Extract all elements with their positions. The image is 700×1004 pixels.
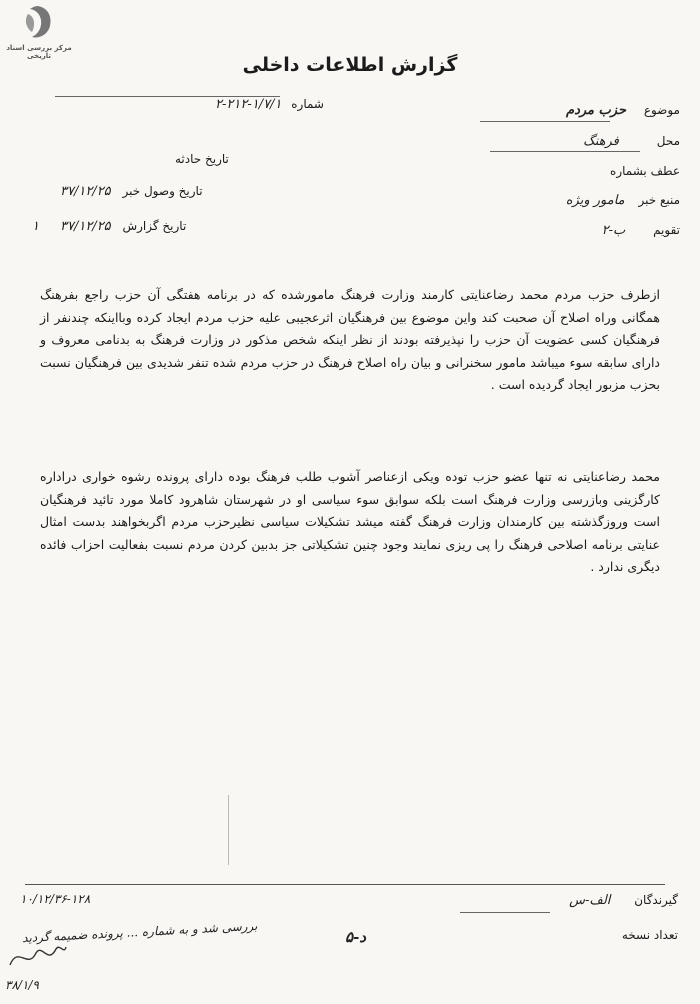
shomare-value: ۲-۲۱۲-۱/۷/۱ [215, 97, 282, 112]
tarikh-gozaresh-value: ۳۷/۱۲/۲۵ [60, 219, 111, 234]
mahal-underline [490, 151, 640, 152]
handwritten-note-2: بررسی شد و به شماره ... پرونده ضمیمه گردید [21, 918, 258, 946]
tarikh-vosul-label: تاریخ وصول خبر [122, 184, 203, 198]
body-paragraph-2: محمد رضاعنایتی نه تنها عضو حزب توده ویکی ازعناصر آشوب طلب فرهنگ بوده دارای پرونده رشوه خواری دراداره کارگزینی وبازرسی وزارت فرهنگ است بلکه سوابق سوء سیاسی او در شهرستان شاهرود کاملا مورد تائید فرهنگیان است وروزگذشته بین کارمندان وزارت فرهنگ گفته میشد تشکیلات سیاسی نظیرحزب مردم اگربخواهند بدست امثال عنایتی برنامه اصلاحی فرهنگ را پی ریزی نمایند وجود چنین تشکیلاتی جز بدبین کردن مردم نسبت بفعالیت احزاب فائده دیگری ندارد . [40, 469, 660, 574]
mozu-row [566, 103, 680, 118]
mozu-underline [480, 121, 610, 122]
footer-divider [25, 884, 665, 885]
atf-label: عطف بشماره [610, 164, 680, 178]
atf-row [610, 164, 680, 178]
tarikh-vosul-value: ۳۷/۱۲/۲۵ [60, 184, 111, 199]
girandegan-underline [460, 912, 550, 913]
handwritten-note-1: ۱۰/۱۲/۳۶-۱۲۸ [20, 892, 91, 906]
signature-scribble-icon [8, 935, 68, 975]
girandegan-row [569, 893, 678, 908]
taghyim-row [602, 223, 680, 238]
taghyim-value: ب-۲ [601, 223, 626, 238]
tarikh-hadese-label: تاریخ حادثه [175, 152, 229, 166]
manba-label: منبع خبر [638, 193, 680, 207]
archive-emblem-icon [22, 4, 54, 42]
shomare-underline [55, 96, 280, 97]
stray-mark [228, 795, 229, 865]
tarikh-gozaresh-row [60, 219, 186, 234]
document-code: د-۵ [345, 928, 366, 946]
shomare-row [215, 97, 324, 112]
manba-row [566, 193, 680, 208]
tarikh-gozaresh-label: تاریخ گزارش [122, 219, 187, 233]
taghyim-label: تقویم [653, 223, 680, 237]
shomare-label: شماره [291, 97, 324, 111]
mozu-label: موضوع [643, 103, 680, 117]
mahal-row [583, 134, 680, 149]
tedad-row [622, 928, 678, 942]
tarikh-vosul-row [60, 184, 203, 199]
body-paragraph-1: ازطرف حزب مردم محمد رضاعنایتی کارمند وزارت فرهنگ مامورشده که در برنامه هفتگی آن حزب راجع بفرهنگ همگانی وراه اصلاح آن صحبت کند واین موضوع بین فرهنگیان اثرعجیبی علیه حزب مردم ایجاد کرده وبااینکه چندنفر از فرهنگیان کسی عضویت آن حزب را نپذیرفته بودند از نظر اینکه شخص مذکور در وزارت فرهنگ به بدنامی معروف و دارای سابقه سوء میباشد مامور سخنرانی و بیان راه اصلاح فرهنگ در حزب مردم شده تنفر شدیدی بین فرهنگیان نسبت بحزب مزبور ایجاد گردیده است . [40, 287, 660, 392]
mozu-value: حزب مردم [566, 103, 626, 118]
mahal-value: فرهنگ [583, 134, 619, 149]
handwritten-date: ۳۸/۱/۹ [5, 978, 39, 992]
report-title: گزارش اطلاعات داخلی [242, 54, 458, 76]
tarikh-hadese-row [175, 152, 229, 166]
girandegan-label: گیرندگان [634, 893, 678, 907]
archive-logo [4, 4, 74, 60]
girandegan-value: الف-س [569, 893, 611, 908]
margin-mark: ۱ [32, 219, 39, 234]
archive-logo-text: مرکز بررسی اسناد تاریخی [6, 44, 72, 60]
mahal-label: محل [656, 134, 680, 148]
tedad-label: تعداد نسخه [621, 928, 678, 942]
manba-value: مامور ویژه [565, 193, 625, 208]
